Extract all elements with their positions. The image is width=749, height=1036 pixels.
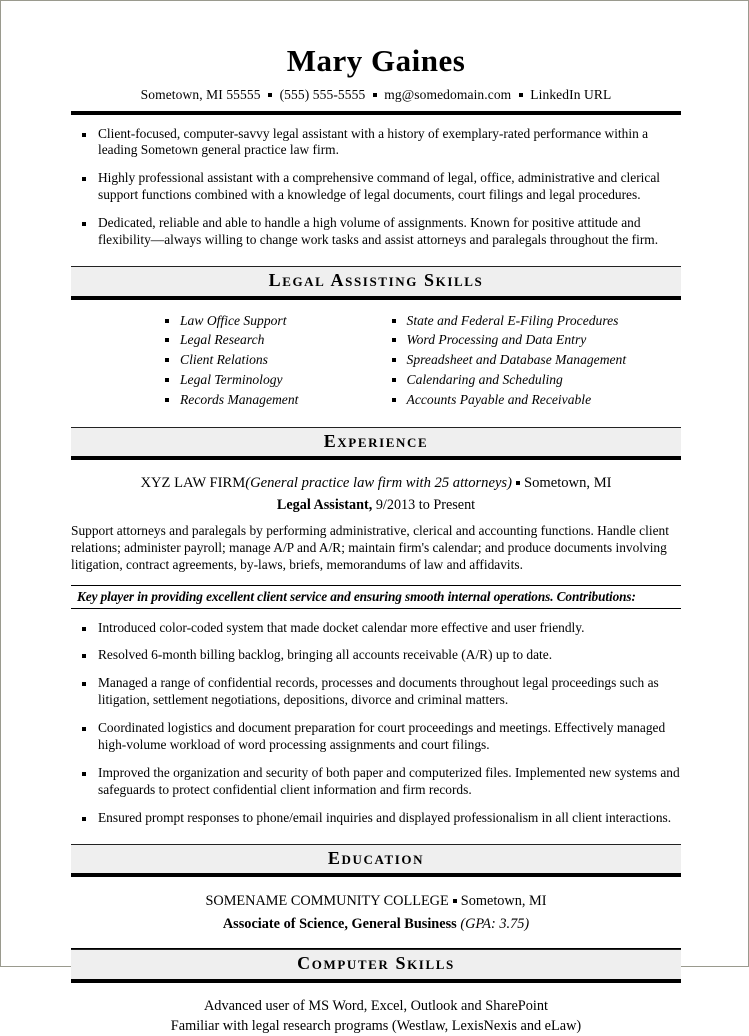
education-gpa: (GPA: 3.75)	[460, 915, 530, 932]
contact-linkedin[interactable]: LinkedIn URL	[530, 86, 612, 102]
section-title: Computer Skills	[297, 952, 455, 973]
employer-note: (General practice law firm with 25 attorneys)	[245, 475, 512, 492]
contact-phone: (555) 555-5555	[279, 86, 366, 102]
computer-skills-block	[71, 996, 681, 1036]
job-title-line	[71, 496, 681, 514]
computer-skills-line: Familiar with legal research programs (Westlaw, LexisNexis and eLaw)	[170, 1017, 582, 1034]
employer-name: XYZ LAW FIRM	[140, 475, 246, 492]
list-item: Legal Research	[159, 330, 386, 350]
education-school-line	[71, 891, 681, 911]
skills-column-right	[386, 311, 681, 410]
list-item: Dedicated, reliable and able to handle a high volume of assignments. Known for positive attitude and flexibility—always willing to change work tasks and assist attorneys and paralegals throughout the firm.	[71, 215, 681, 249]
list-item: Word Processing and Data Entry	[386, 330, 681, 350]
list-item: Resolved 6-month billing backlog, bringing all accounts receivable (A/R) up to date.	[71, 647, 681, 664]
key-contributions-header: Key player in providing excellent client service and ensuring smooth internal operations. Contributions:	[71, 585, 681, 609]
list-item: Improved the organization and security of both paper and computerized files. Implemented new systems and safeguards to protect confidential client information and firm records.	[71, 765, 681, 799]
job-title: Legal Assistant,	[276, 497, 373, 514]
section-header-experience	[71, 427, 681, 461]
list-item: Accounts Payable and Receivable	[386, 390, 681, 410]
square-bullet-icon	[516, 481, 520, 485]
summary-list	[71, 126, 681, 249]
list-item: Highly professional assistant with a comprehensive command of legal, office, administrative and clerical support functions combined with a knowledge of legal documents, court filings and legal procedures.	[71, 170, 681, 204]
section-title: Experience	[323, 430, 429, 451]
section-header-computer-skills	[71, 949, 681, 983]
list-item: State and Federal E-Filing Procedures	[386, 311, 681, 331]
square-bullet-icon	[453, 899, 457, 903]
contact-line	[71, 87, 681, 103]
list-item: Introduced color-coded system that made docket calendar more effective and user friendly.	[71, 620, 681, 637]
list-item: Client Relations	[159, 350, 386, 370]
list-item: Client-focused, computer-savvy legal assistant with a history of exemplary-rated performance within a leading Sometown general practice law firm.	[71, 126, 681, 160]
list-item: Law Office Support	[159, 311, 386, 331]
contact-email[interactable]: mg@somedomain.com	[384, 86, 512, 102]
list-item: Coordinated logistics and document preparation for court proceedings and meetings. Effectively managed high-volume workload of word processing assignments and court filings.	[71, 720, 681, 754]
square-bullet-icon	[373, 93, 377, 97]
skills-columns	[71, 311, 681, 410]
list-item: Managed a range of confidential records, processes and documents throughout legal proceedings such as litigation, settlement negotiations, depositions, divorce and criminal matters.	[71, 675, 681, 709]
list-item: Legal Terminology	[159, 370, 386, 390]
skills-column-left	[159, 311, 386, 410]
header-divider	[71, 111, 681, 115]
education-degree-line	[71, 914, 681, 934]
section-title: Legal Assisting Skills	[268, 269, 484, 290]
employer-location: Sometown, MI	[523, 475, 612, 492]
job-description: Support attorneys and paralegals by performing administrative, clerical and accounting functions. Handle client relations; administer payroll; manage A/P and A/R; maintain firm's calendar; and produce documents involving litigation, contract agreements, by-laws, briefs, memorandums of law and affidavits.	[71, 522, 669, 572]
list-item: Records Management	[159, 390, 386, 410]
employer-line	[71, 474, 681, 493]
square-bullet-icon	[519, 93, 523, 97]
resume-sheet	[71, 1, 681, 1036]
education-location: Sometown, MI	[460, 893, 547, 910]
list-item: Spreadsheet and Database Management	[386, 350, 681, 370]
education-entry	[71, 891, 681, 934]
list-item: Ensured prompt responses to phone/email inquiries and displayed professionalism in all client interactions.	[71, 810, 681, 827]
education-degree: Associate of Science, General Business	[222, 915, 457, 932]
achievements-list	[71, 620, 681, 827]
section-header-skills	[71, 266, 681, 300]
section-header-education	[71, 844, 681, 878]
section-title: Education	[327, 847, 425, 868]
education-school: SOMENAME COMMUNITY COLLEGE	[205, 893, 449, 910]
computer-skills-line: Advanced user of MS Word, Excel, Outlook and SharePoint	[203, 997, 549, 1014]
job-dates: 9/2013 to Present	[372, 497, 476, 514]
square-bullet-icon	[268, 93, 272, 97]
list-item: Calendaring and Scheduling	[386, 370, 681, 390]
contact-address: Sometown, MI 55555	[140, 86, 261, 102]
candidate-name: Mary Gaines	[286, 43, 466, 78]
